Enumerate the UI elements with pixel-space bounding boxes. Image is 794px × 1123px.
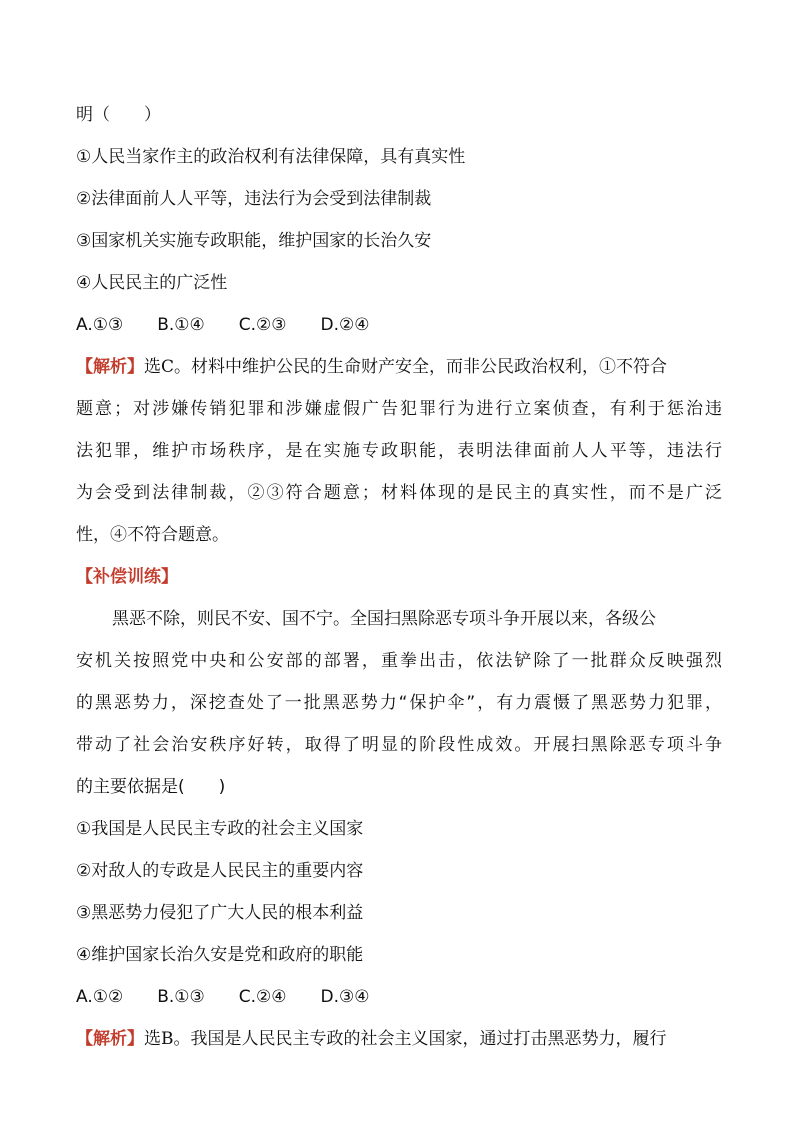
option-2: ②法律面前人人平等，违法行为会受到法律制裁 [76, 189, 432, 209]
analysis-text-b1: 选B。我国是人民民主专政的社会主义国家，通过打击黑恶势力，履行 [144, 1029, 667, 1049]
option-2b: ②对敌人的专政是人民民主的重要内容 [76, 861, 364, 881]
option-1b: ①我国是人民民主专政的社会主义国家 [76, 819, 364, 839]
analysis-text-1: 选C。材料中维护公民的生命财产安全，而非公民政治权利，①不符合 [144, 357, 668, 377]
passage-line-1: 黑恶不除，则民不安、国不宁。全国扫黑除恶专项斗争开展以来，各级公 [112, 609, 656, 629]
passage-line-3: 的黑恶势力，深挖查处了一批黑恶势力“保护伞”，有力震慑了黑恶势力犯罪， [76, 693, 722, 713]
section-heading [76, 566, 722, 588]
option-1: ①人民当家作主的政治权利有法律保障，具有真实性 [76, 147, 466, 167]
analysis-line-1 [76, 356, 722, 378]
analysis-line-b1 [76, 1028, 722, 1050]
question-stem-tail: 明（ ） [76, 105, 161, 125]
question-prompt: 的主要依据是( ) [76, 777, 226, 797]
analysis-line-2: 题意；对涉嫌传销犯罪和涉嫌虚假广告犯罪行为进行立案侦查，有利于惩治违 [76, 399, 722, 419]
passage-line-2: 安机关按照党中央和公安部的部署，重拳出击，依法铲除了一批群众反映强烈 [76, 651, 722, 671]
option-3: ③国家机关实施专政职能，维护国家的长治久安 [76, 231, 432, 251]
passage-line-4: 带动了社会治安秩序好转，取得了明显的阶段性成效。开展扫黑除恶专项斗争 [76, 735, 722, 755]
option-4: ④人民民主的广泛性 [76, 273, 228, 293]
answer-choices-b: A.①② B.①③ C.②④ D.③④ [76, 987, 370, 1007]
analysis-line-5: 性，④不符合题意。 [76, 525, 229, 545]
analysis-line-4: 为会受到法律制裁，②③符合题意；材料体现的是民主的真实性，而不是广泛 [76, 483, 722, 503]
option-3b: ③黑恶势力侵犯了广大人民的根本利益 [76, 903, 364, 923]
supplement-training-tag: 【补偿训练】 [76, 567, 178, 587]
analysis-tag-b: 【解析】 [76, 1029, 144, 1049]
answer-choices: A.①③ B.①④ C.②③ D.②④ [76, 315, 370, 335]
option-4b: ④维护国家长治久安是党和政府的职能 [76, 945, 364, 965]
analysis-line-3: 法犯罪，维护市场秩序，是在实施专政职能，表明法律面前人人平等，违法行 [76, 441, 722, 461]
analysis-tag: 【解析】 [76, 357, 144, 377]
